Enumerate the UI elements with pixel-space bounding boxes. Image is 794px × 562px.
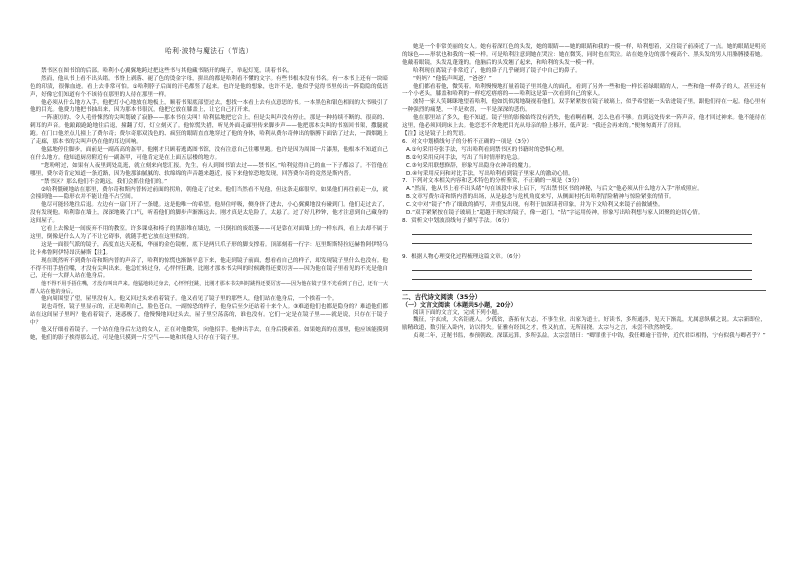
paragraph: 他又仔细看着镜子。一个站在他身后左边的女人，正在对他微笑，向他招手。他伸出手去，在身后摸索着。如果她真的在那里，他应该能摸到她，他们的影子挨得那么近，可是他只摸到一片空气——她和其他人只存在于镜子里。	[30, 327, 388, 342]
paragraph: 然而，他从书上看不出头绪。书脊上剥落、褪了色的烫金字母，拼出的都是哈利看不懂的文字。有些书根本没有书名。有一本书上还有一块暗色的印渍，很像血迹。看上去非常可怕。①哈利脖子后面的汗毛都竖了起来。也许是他的想象，也许不是，他似乎觉得书里传出一阵隐隐的低语声，好像它们知道有个不该待在那里的人待在那里一样。	[30, 75, 388, 98]
right-column	[402, 44, 766, 341]
divider	[402, 290, 766, 291]
option: B.②句采用反问手法，写出了当时情形的危急。	[406, 154, 523, 161]
left-column	[30, 48, 388, 343]
option: A.“然而，他从书上看不出头绪”句在该段中承上启下，写出禁书区书的神秘，与后文“他必须从什么地方入手”形成照应。	[406, 186, 703, 193]
paragraph: 他尽可能轻地往后退。左边有一扇门开了一条缝。这是他唯一的希望。他屏住呼吸，侧身挤了进去，小心翼翼地没有碰到门。他们走过去了，没有发现他。哈利靠在墙上，深深地吸了口气，听着他们的脚步声渐渐远去。刚才真是太危险了，太悬了。过了好几秒钟，他才注意到自己藏身的这间屋子。	[30, 202, 389, 225]
instruction: 阅读下面的文言文，完成下列小题。	[413, 309, 503, 316]
paragraph: 波特一家人笑眯眯地望着哈利，他如饥似渴地凝视着他们，双手紧紧按在镜子玻璃上，似乎希望能一头钻进镜子里，跟他们待在一起。他心里有一种强烈的痛楚，一半是欢喜，一半是深深的悲伤。	[402, 99, 766, 114]
paragraph: 现在既然听不到费尔奇和斯内普的声音了，哈利的惊慌也渐渐平息下来，他走到镜子前面，想看看自己的样子，却发现镜子里什么也没有。他不得不用手捂住嘴，才没有尖叫出来。他急忙转过身，心怦怦狂跳，比刚才那本书尖叫的时候跳得还要厉害——因为他在镜子里看见的不光是他自己，还有一大群人站在他身后。	[30, 257, 389, 280]
answer-line[interactable]	[412, 234, 752, 235]
paragraph: 说也奇怪，镜子里显示的，正是哈利自己，脸色苍白，一副惊恐的样子，他身后至少还站着十来个人。③难道他们也都是隐身的？难道他们都站在这间屋子里吗？他看着镜子，迷惑极了，他慢慢地回过头去，屋子里空荡荡的，谁也没有。它们一定是在镜子里——就是说，只存在于镜子中？	[30, 303, 388, 326]
question-9: 9．根据人物心理变化过程梳理这篇文章。（6分）	[402, 253, 524, 260]
paragraph: ②哈利僵硬地站在那里，费尔奇和斯内普转过前面的拐角，朝他走了过来。他们当然看不见他，但这条走廊很窄，如果他们再往前走一点，就会撞到他——隐形衣并不能让他不占空间。	[30, 186, 388, 201]
question-8: 8．赏析文中划波浪线句子描写手法。（6分）	[402, 217, 513, 224]
paragraph: 它看上去像是一间废弃不用的教室。许多课桌和椅子的黑影堆在墙边，一只倒扣的废纸篓——可是靠在对面墙上的一样东西，看上去却不属于这里，倒像是什么人为了不让它碍事，就随手把它放在这里似的。	[30, 226, 388, 240]
spacer	[402, 280, 766, 290]
option: B.文章写费尔奇和斯内普的出场，从是悬念与危机角度来写，从侧面衬托出哈利冒险精神与惊险紧张的情节。	[406, 194, 675, 201]
option: C.文中对“镜子”作了细致的描写，并重复出现，有利于加深读者印象，并为下文哈利又来镜子前做铺垫。	[406, 202, 664, 209]
paragraph: 一阵凄厉的、令人毛骨悚然的尖叫划破了寂静——那本书在尖叫！哈利猛地把它合上，但是尖叫声没有停止，那是一种持续不断的、很高的、刺耳的声音。他踉踉跄跄地往后退，撞翻了灯，灯立刻灭了。他惊慌失措，听见外面走廊里传来脚步声——他把那本尖叫的书塞回书架，撒腿就跑。在门口他差点儿撞上了费尔奇；费尔奇那双浅色的、疯狂的眼睛直直地穿过了他的身体，哈利从费尔奇伸出的胳膊下面钻了过去，一溜烟跑上了走廊，那本书的尖叫声仍在他的耳边回响。	[30, 115, 389, 146]
classical-paragraph: 贞观二年，迁秘书监，参预朝政。深谋远算，多所弘益。太宗尝谓曰：“卿罪重于中钩，我任卿逾于管仲，近代君臣相得，宁有似我与卿者乎？”	[413, 333, 766, 340]
paragraph: 他们都看着他，微笑着。哈利慢慢地打量着镜子里其他人的面孔，看到了另外一些和他一样长着绿眼睛的人，一些和他一样鼻子的人，甚至还有一个小老头，膝盖和哈利的一样疙疙瘩瘩的——哈利这是第一次看到自己的家人。	[402, 83, 766, 98]
paragraph: 这是一面很气派的镜子，高度直达天花板，华丽的金色镜框，底下是两只爪子形的脚支撑着。顶部刻着一行字：厄里斯斯特拉厄赫鲁阿伊特乌比卡弗鲁阿伊特昂沃赫斯【注】。	[30, 241, 388, 256]
answer-line[interactable]	[412, 270, 752, 271]
small-paragraph: 他不得不用手捂住嘴，才没有叫出声来。他猛地转过身去，心怦怦狂跳，比刚才那本书尖叫时跳得还要厉害——因为他在镜子里不光看到了自己，还有一大群人站在他的身后。	[30, 281, 388, 295]
option: A.①句采用夸张手法，写出哈利看到禁书区的书籍时的恐惧心理。	[406, 146, 568, 153]
section-title: 二、古代诗文阅读（35分）	[402, 292, 482, 301]
paragraph: 哈利现在离镜子非常近了，他的鼻子几乎碰到了镜子中自己的鼻子。	[413, 67, 581, 74]
spacer	[402, 244, 766, 254]
classical-paragraph: 魏征，字玄成，大名钜鹿人。少孤贫，落拓有大志，不事生业。出家为道士。好读书，多所通涉，见天下渐乱，尤属意纵横之说。太宗新即位，励精政道，数引征入卧内，访以得失。征雅有经国之才，性又抗直，无所屈挠。太宗与之言，未尝不欣然纳受。	[402, 317, 766, 332]
paragraph: 他必须从什么地方入手。他把灯小心地放在地板上，顺着书架底部望过去，想找一本看上去有点意思的书。一本黑色和银色相间的大书吸引了他的目光。他费力地把书抽出来，因为那本书很沉，他把它放在膝盖上，让它自己打开来。	[30, 99, 388, 114]
paragraph: 他向周围望了望，屋里没有人。他又回过头来看着镜子。他又看见了镜子里的那些人，他们站在他身后，一个挨着一个。	[41, 295, 338, 302]
note: 【注】这是镜子上的咒语。	[402, 130, 470, 137]
question-7: 7．下列对文本相关内容和艺术特色的分析鉴赏，不正确的一项是（3分）	[402, 178, 583, 185]
subsection-title: （一）文言文阅读（本题共5小题，20分）	[402, 301, 517, 309]
question-6: 6．对文中划横线句子的分析不正确的一项是（3分）	[402, 138, 533, 145]
option: D.④句采用反问和对比手法，写出哈利看到镜子里家人的激动心情。	[406, 170, 574, 177]
paragraph: 她是一个非常美丽的女人。她有着深红色的头发，她的眼睛——她的眼睛和我的一模一样，哈利想着，又往镜子前凑近了一点。她的眼睛是明亮的绿色——形状也和我的一模一样。可是哈利注意到她在哭泣：她在微笑，同时也在哭泣。站在她身边的那个瘦高个、黑头发的男人用胳膊搂着她。他戴着眼镜，头发乱蓬蓬的。他脑后的头发翘了起来，和哈利的头发一模一样。	[402, 44, 766, 66]
option: C.③句采用联想修辞，形象写出隐身衣神奇的魔力。	[406, 162, 535, 169]
article-title: 哈利·波特与魔法石（节选）	[165, 47, 253, 55]
paragraph: “您吩咐过，如果有人夜里到处乱逛，就立刻来向您汇报。先生，有人到图书馆去过——禁书区。”哈利觉得自己的血一下子都凉了。不管他在哪里，费尔奇肯定知道一条近路，因为他那油腻腻的、软绵绵的声音越来越近，接下来他惊恐地发现，回答费尔奇的竟然是斯内普。	[30, 162, 388, 177]
paragraph: 他在那里站了多久，他不知道。镜子里的影像始终没有消失，他看啊看啊，怎么也看不够。直到远处传来一阵声音，他才回过神来。他不能待在这里，他必须回到床上去。他恋恋不舍地把目光从母亲的脸上移开，低声说：“我还会再来的。”便匆匆离开了房间。	[402, 115, 766, 130]
paragraph: “禁书区？那么他们不会跑远，我们会抓住他们的。”	[41, 178, 168, 185]
option: D.“双手紧紧按在镜子玻璃上”超越于现实的镜子，像一道门，“钻”字运用传神，形象写出哈利想与家人团聚的迫切心情。	[406, 210, 704, 217]
paragraph: “妈妈？”他低声叫道，“爸爸？”	[413, 75, 492, 82]
paragraph: 他猛地停住脚步，面前是一副高高的盔甲。他刚才只顾着逃离图书馆，没有注意自己往哪里跑。也许是因为周围一片漆黑，他根本不知道自己在什么地方。他知道厨房附近有一副盔甲，可他肯定是在上面五层楼的地方。	[30, 146, 388, 161]
paragraph: 禁书区在图书馆的后部。哈利小心翼翼地跨过把这些书与其他藏书隔开的绳子，举起灯笼，读着书名。	[41, 67, 293, 74]
